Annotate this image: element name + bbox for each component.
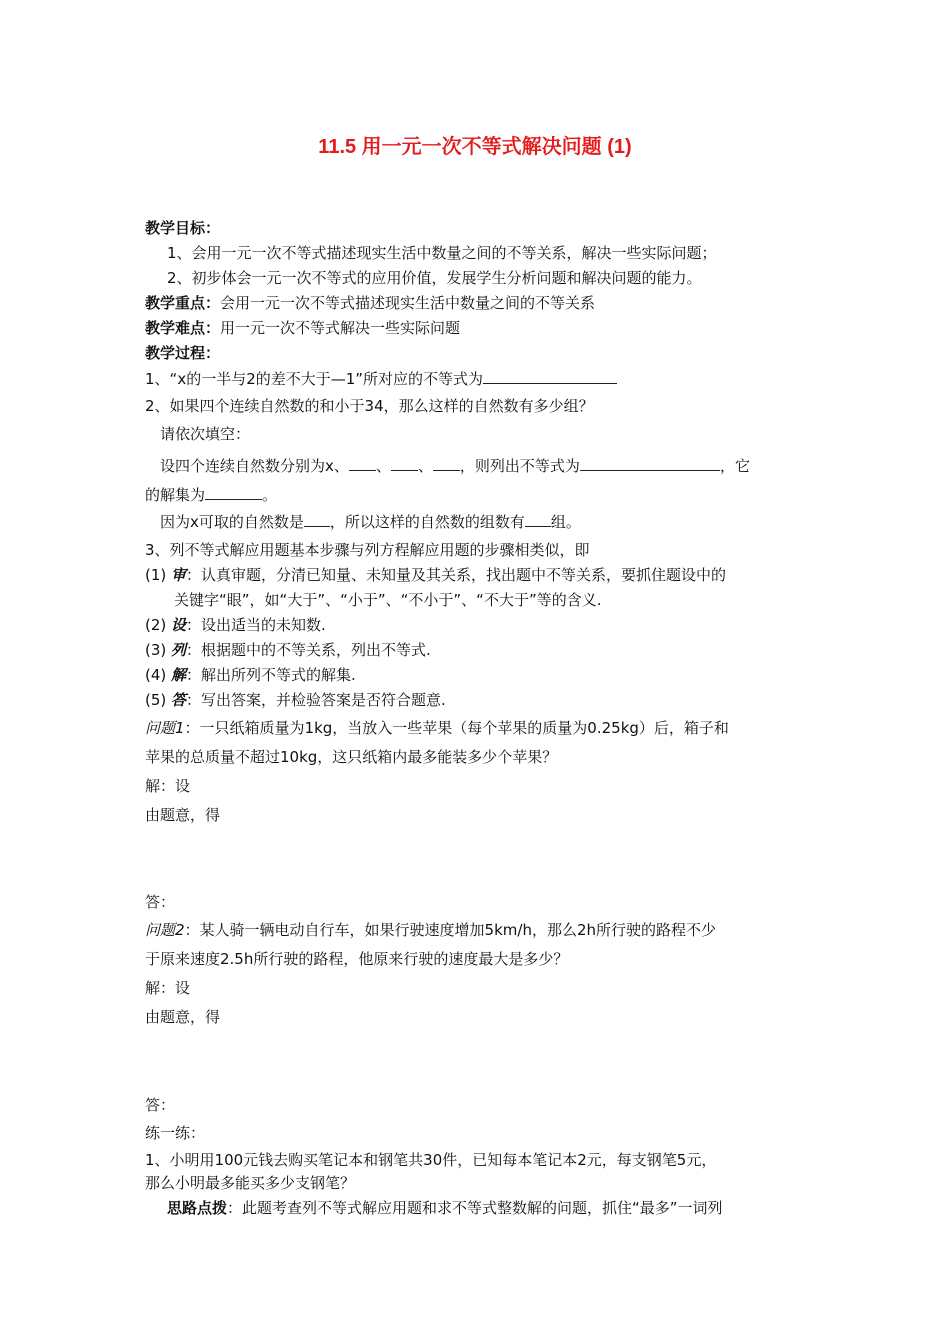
goal-item-1: 1、会用一元一次不等式描述现实生活中数量之间的不等关系，解决一些实际问题； xyxy=(167,244,717,262)
question-text: ：某人骑一辆电动自行车，如果行驶速度增加5km/h，那么2h所行驶的路程不少 xyxy=(184,921,717,939)
goal-heading: 教学目标： xyxy=(145,219,221,237)
question-1-by-meaning: 由题意，得 xyxy=(145,806,221,824)
setup-text-b: ，则列出不等式为 xyxy=(459,457,580,475)
problem-3: 3、列不等式解应用题基本步骤与列方程解应用题的步骤相类似，即 xyxy=(145,541,590,559)
step-1-continued: 关键字“眼”，如“大于”、“小于”、“不小于”、“不大于”等的含义. xyxy=(174,591,602,609)
because-text-a: 因为x可取的自然数是 xyxy=(160,513,304,531)
question-1-answer: 答： xyxy=(145,893,176,911)
hint xyxy=(167,1198,723,1218)
key-point xyxy=(145,293,595,313)
process-heading: 教学过程： xyxy=(145,344,221,362)
step-text: ：解出所列不等式的解集. xyxy=(186,666,356,684)
question-2-answer: 答： xyxy=(145,1096,176,1114)
answer-blank xyxy=(525,511,551,527)
problem-1-text: 1、“x的一半与2的差不大于—1”所对应的不等式为 xyxy=(145,370,484,388)
difficulty-point xyxy=(145,318,460,338)
step-text: ：写出答案，并检验答案是否符合题意. xyxy=(186,691,446,709)
problem-2-because xyxy=(160,511,581,532)
problem-1 xyxy=(145,368,617,389)
answer-blank xyxy=(304,511,330,527)
question-2 xyxy=(145,920,716,940)
difficulty-label: 教学难点： xyxy=(145,319,221,337)
step-5 xyxy=(145,690,446,710)
step-keyword: 列 xyxy=(171,641,187,659)
step-number: (2) xyxy=(145,616,167,634)
hint-text: ：此题考查列不等式解应用题和求不等式整数解的问题，抓住“最多”一词列 xyxy=(227,1199,723,1217)
problem-2: 2、如果四个连续自然数的和小于34，那么这样的自然数有多少组？ xyxy=(145,397,594,415)
setup-text-a: 设四个连续自然数分别为x、 xyxy=(160,457,349,475)
answer-blank xyxy=(483,368,617,384)
setup-sep: 、 xyxy=(375,457,391,475)
step-keyword: 设 xyxy=(171,616,187,634)
step-number: (4) xyxy=(145,666,167,684)
exercise-1-continued: 那么小明最多能买多少支钢笔？ xyxy=(145,1174,356,1192)
because-text-c: 组。 xyxy=(550,513,581,531)
step-2 xyxy=(145,615,326,635)
key-text: 会用一元一次不等式描述现实生活中数量之间的不等关系 xyxy=(220,294,596,312)
setup-sep: 、 xyxy=(417,457,433,475)
step-keyword: 答 xyxy=(171,691,187,709)
step-number: (3) xyxy=(145,641,167,659)
step-text: ：认真审题，分清已知量、未知量及其关系，找出题中不等关系，要抓住题设中的 xyxy=(186,566,727,584)
problem-2-solution-set xyxy=(145,484,277,505)
step-keyword: 审 xyxy=(171,566,187,584)
question-label: 问题2 xyxy=(145,921,185,939)
step-keyword: 解 xyxy=(171,666,187,684)
step-number: (5) xyxy=(145,691,167,709)
exercise-1: 1、小明用100元钱去购买笔记本和钢笔共30件，已知每本笔记本2元，每支钢笔5元， xyxy=(145,1151,717,1169)
step-text: ：根据题中的不等关系，列出不等式. xyxy=(186,641,431,659)
answer-blank xyxy=(391,455,418,471)
step-number: (1) xyxy=(145,566,167,584)
question-label: 问题1 xyxy=(145,719,185,737)
question-2-continued: 于原来速度2.5h所行驶的路程，他原来行驶的速度最大是多少？ xyxy=(145,950,569,968)
answer-blank xyxy=(433,455,460,471)
hint-label: 思路点拨 xyxy=(167,1199,228,1217)
question-2-by-meaning: 由题意，得 xyxy=(145,1008,221,1026)
answer-blank xyxy=(349,455,376,471)
answer-blank xyxy=(205,484,262,500)
difficulty-text: 用一元一次不等式解决一些实际问题 xyxy=(220,319,461,337)
because-text-b: ，所以这样的自然数的组数有 xyxy=(329,513,525,531)
step-4 xyxy=(145,665,356,685)
step-1 xyxy=(145,565,726,585)
problem-2-setup xyxy=(160,455,750,476)
page-title: 11.5 用一元一次不等式解决问题 (1) xyxy=(318,136,632,158)
question-2-solve: 解：设 xyxy=(145,979,191,997)
practice-heading: 练一练： xyxy=(145,1124,206,1142)
goal-item-2: 2、初步体会一元一次不等式的应用价值，发展学生分析问题和解决问题的能力。 xyxy=(167,269,702,287)
solution-set-text-b: 。 xyxy=(262,486,278,504)
solution-set-text-a: 的解集为 xyxy=(145,486,206,504)
step-text: ：设出适当的未知数. xyxy=(186,616,326,634)
step-3 xyxy=(145,640,431,660)
key-label: 教学重点： xyxy=(145,294,221,312)
answer-blank xyxy=(580,455,720,471)
question-1-continued: 苹果的总质量不超过10kg，这只纸箱内最多能装多少个苹果？ xyxy=(145,748,558,766)
problem-2-fill-prompt: 请依次填空： xyxy=(160,425,251,443)
question-1-solve: 解：设 xyxy=(145,777,191,795)
question-text: ：一只纸箱质量为1kg，当放入一些苹果（每个苹果的质量为0.25kg）后，箱子和 xyxy=(184,719,729,737)
question-1 xyxy=(145,718,729,738)
setup-text-c: ，它 xyxy=(719,457,750,475)
